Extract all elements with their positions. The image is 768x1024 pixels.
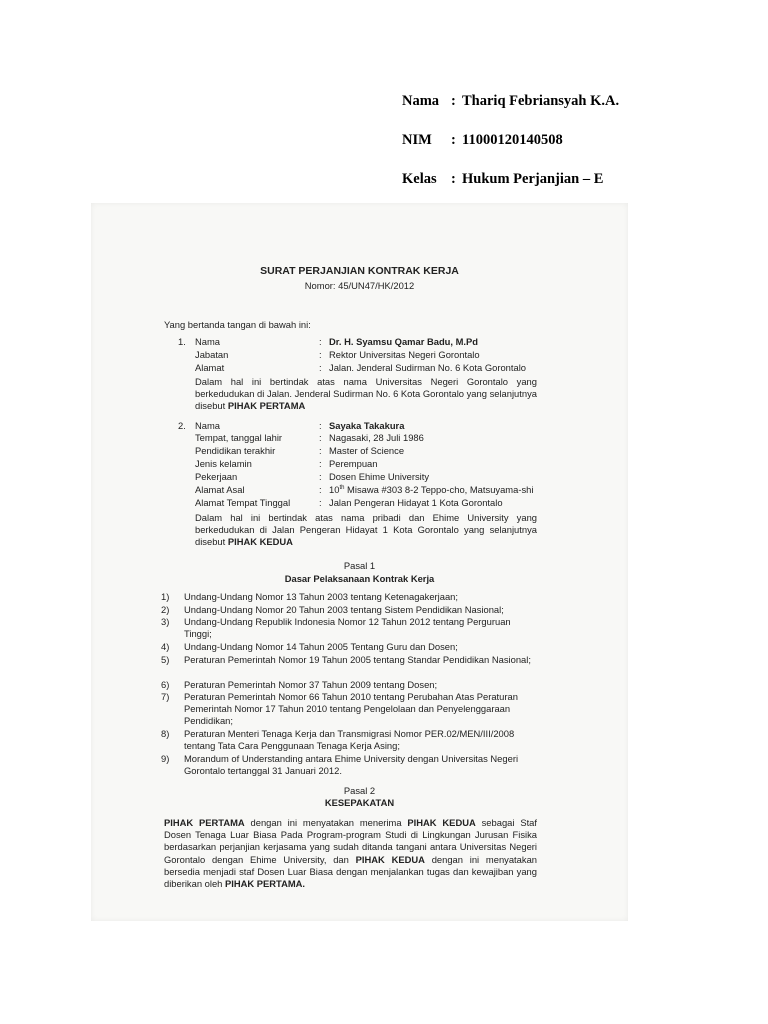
value-rest: Misawa #303 8-2 Teppo-cho, Matsuyama-shi [344, 484, 534, 495]
kelas-label: Kelas [402, 171, 437, 187]
field-colon: : [319, 349, 322, 360]
student-name-row [402, 93, 619, 132]
field-value: Jalan. Jenderal Sudirman No. 6 Kota Gorontalo [329, 362, 526, 373]
list-item [161, 691, 539, 727]
field-value: Sayaka Takakura [329, 420, 405, 431]
value-prefix: 10 [329, 484, 340, 495]
field-colon: : [319, 497, 322, 508]
field-colon: : [319, 471, 322, 482]
list-item [161, 728, 539, 752]
party2-statement [195, 512, 537, 549]
intro-text: Yang bertanda tangan di bawah ini: [164, 319, 311, 330]
field-value [329, 484, 533, 495]
field-value: Rektor Universitas Negeri Gorontalo [329, 349, 480, 360]
list-item [161, 604, 539, 616]
item-number: 3) [161, 616, 170, 627]
paragraph-text: dengan ini menyatakan bersedia menjadi staf Dosen Luar Biasa dengan menjalankan tugas dan kewajiban yang diberikan oleh [164, 853, 537, 890]
role-pihak-pertama: PIHAK PERTAMA [164, 817, 245, 828]
nim-separator: : [451, 132, 456, 148]
item-number: 6) [161, 679, 170, 690]
value-superscript: th [339, 484, 345, 491]
field-colon: : [319, 445, 322, 456]
field-key: Nama [195, 336, 221, 347]
field-value: Dr. H. Syamsu Qamar Badu, M.Pd [329, 336, 479, 347]
item-text: Undang-Undang Nomor 20 Tahun 2003 tentang Sistem Pendidikan Nasional; [184, 604, 504, 615]
kelas-value: Hukum Perjanjian – E [462, 171, 604, 187]
list-item [161, 679, 539, 691]
role-pihak-kedua: PIHAK KEDUA [355, 853, 425, 865]
field-value: Jalan Pengeran Hidayat 1 Kota Gorontalo [329, 497, 503, 508]
field-key: Alamat [195, 362, 225, 373]
item-text: Peraturan Pemerintah Nomor 66 Tahun 2010 tentang Perubahan Atas Peraturan Pemerintah Nomor 17 Tahun 2010 tentang Pengelolaan dan Penyelenggaraan Pendidikan; [184, 691, 518, 726]
item-number: 8) [161, 728, 170, 739]
pasal2-heading: Pasal 2 [343, 785, 376, 796]
nim-value: 11000120140508 [462, 132, 563, 148]
nim-label: NIM [402, 132, 432, 148]
item-text: Peraturan Pemerintah Nomor 37 Tahun 2009 tentang Dosen; [184, 679, 438, 690]
party1-statement [195, 376, 537, 413]
field-key: Alamat Asal [195, 484, 245, 495]
pasal1-heading: Pasal 1 [343, 560, 376, 571]
field-value: Nagasaki, 28 Juli 1986 [329, 432, 424, 443]
field-value: Dosen Ehime University [329, 471, 430, 482]
field-colon: : [319, 432, 322, 443]
role-pihak-kedua: PIHAK KEDUA [227, 536, 293, 548]
field-colon: : [319, 458, 322, 469]
field-key: Tempat, tanggal lahir [195, 432, 283, 443]
item-text: Undang-Undang Nomor 13 Tahun 2003 tentang Ketenagakerjaan; [184, 591, 458, 602]
item-text: Peraturan Menteri Tenaga Kerja dan Transmigrasi Nomor PER.02/MEN/III/2008 tentang Tata Cara Penggunaan Tenaga Kerja Asing; [184, 728, 515, 751]
list-item [161, 616, 539, 640]
party1-number: 1. [178, 336, 186, 347]
student-nim-row [402, 132, 619, 171]
role-pihak-kedua: PIHAK KEDUA [407, 817, 476, 828]
paragraph-text: sebagai Staf Dosen Tenaga Luar Biasa Pada Program-program Studi di Lingkungan Jurusan Fisika berdasarkan perjanjian kerjasama yang sudah ditanda tangani antara Universitas Negeri Gorontalo dengan Ehime University, dan [164, 817, 537, 865]
list-item [161, 654, 539, 666]
field-key: Pendidikan terakhir [195, 445, 276, 456]
item-number: 1) [161, 591, 170, 602]
contract-number: Nomor: 45/UN47/HK/2012 [304, 280, 415, 291]
field-key: Alamat Tempat Tinggal [195, 497, 291, 508]
item-number: 2) [161, 604, 170, 615]
pasal2-subheading: KESEPAKATAN [324, 797, 395, 808]
scanned-contract [91, 203, 628, 921]
name-value: Thariq Febriansyah K.A. [462, 93, 620, 109]
field-colon: : [319, 420, 322, 431]
name-label: Nama [402, 93, 440, 109]
contract-title: SURAT PERJANJIAN KONTRAK KERJA [260, 265, 459, 277]
party2-number: 2. [178, 420, 186, 431]
field-colon: : [319, 336, 322, 347]
paragraph-end: . [302, 878, 306, 890]
name-separator: : [451, 93, 456, 109]
field-value: Master of Science [329, 445, 405, 456]
item-text: Peraturan Pemerintah Nomor 19 Tahun 2005 tentang Standar Pendidikan Nasional; [184, 654, 531, 665]
item-text: Undang-Undang Republik Indonesia Nomor 12 Tahun 2012 tentang Perguruan Tinggi; [184, 616, 511, 639]
item-number: 5) [161, 654, 170, 665]
kelas-separator: : [451, 171, 456, 187]
field-value: Perempuan [329, 458, 378, 469]
pasal2-paragraph [164, 817, 537, 890]
item-text: Morandum of Understanding antara Ehime University dengan Universitas Negeri Gorontalo tertanggal 31 Januari 2012. [184, 753, 519, 776]
field-key: Jenis kelamin [195, 458, 252, 469]
list-item [161, 753, 539, 777]
item-number: 7) [161, 691, 170, 702]
paragraph-text: dengan ini menyatakan menerima [244, 817, 408, 828]
field-colon: : [319, 484, 322, 495]
list-item [161, 591, 539, 603]
role-pihak-pertama: PIHAK PERTAMA [224, 878, 303, 890]
item-number: 9) [161, 753, 170, 764]
field-colon: : [319, 362, 322, 373]
field-key: Nama [195, 420, 221, 431]
statement-text: Dalam hal ini bertindak atas nama Universitas Negeri Gorontalo yang berkedudukan di Jalan. Jenderal Sudirman No. 6 Kota Gorontalo yang selanjutnya disebut [195, 376, 537, 412]
item-number: 4) [161, 641, 170, 652]
field-key: Pekerjaan [195, 471, 238, 482]
role-pihak-pertama: PIHAK PERTAMA [227, 400, 306, 412]
pasal1-subheading: Dasar Pelaksanaan Kontrak Kerja [284, 573, 435, 584]
field-key: Jabatan [195, 349, 229, 360]
list-item [161, 641, 539, 653]
student-info [402, 93, 619, 210]
item-text: Undang-Undang Nomor 14 Tahun 2005 Tentang Guru dan Dosen; [184, 641, 458, 652]
statement-text: Dalam hal ini bertindak atas nama pribadi dan Ehime University yang berkedudukan di Jalan Pengeran Hidayat 1 Kota Gorontalo yang selanjutnya disebut [195, 512, 537, 548]
